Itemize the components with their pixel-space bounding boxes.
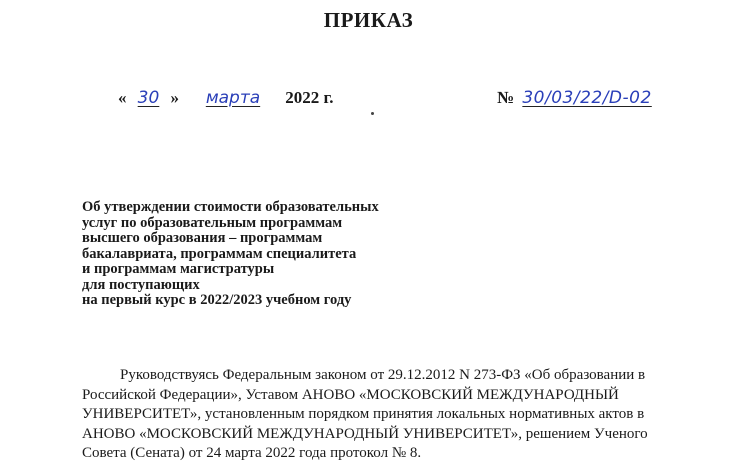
stray-dot bbox=[371, 112, 374, 115]
body-line: АНОВО «МОСКОВСКИЙ МЕЖДУНАРОДНЫЙ УНИВЕРСИТЕТ», решением Ученого bbox=[82, 425, 648, 442]
subject-line: бакалавриата, программам специалитета bbox=[82, 245, 357, 262]
date-open-quote: « bbox=[118, 88, 127, 107]
order-number-handwritten: 30/03/22/D-02 bbox=[522, 88, 652, 108]
order-body-paragraph bbox=[82, 366, 712, 464]
subject-line: на первый курс в 2022/2023 учебном году bbox=[82, 292, 352, 308]
subject-line: и программам магистратуры bbox=[82, 261, 275, 277]
date-month-handwritten: марта bbox=[205, 88, 261, 108]
subject-line: услуг по образовательным программам bbox=[82, 214, 343, 231]
subject-line: высшего образования – программам bbox=[82, 230, 323, 246]
subject-line: для поступающих bbox=[82, 276, 200, 293]
date-close-quote: » bbox=[170, 88, 179, 107]
subject-line: Об утверждении стоимости образовательных bbox=[82, 199, 379, 215]
body-line: Руководствуясь Федеральным законом от 29.12.2012 N 273-ФЗ «Об образовании в bbox=[120, 367, 646, 383]
body-line: Совета (Сената) от 24 марта 2022 года протокол № 8. bbox=[82, 445, 422, 461]
order-number bbox=[497, 88, 712, 108]
order-date bbox=[118, 88, 334, 108]
body-line: Российской Федерации», Уставом АНОВО «МОСКОВСКИЙ МЕЖДУНАРОДНЫЙ bbox=[82, 386, 619, 403]
order-number-label: № bbox=[497, 88, 515, 107]
order-subject bbox=[82, 200, 442, 309]
document-title: ПРИКАЗ bbox=[323, 8, 414, 32]
date-year: 2022 г. bbox=[285, 88, 334, 107]
date-day-handwritten: 30 bbox=[137, 88, 160, 108]
body-line: УНИВЕРСИТЕТ», установленным порядком принятия локальных нормативных актов в bbox=[82, 406, 645, 422]
